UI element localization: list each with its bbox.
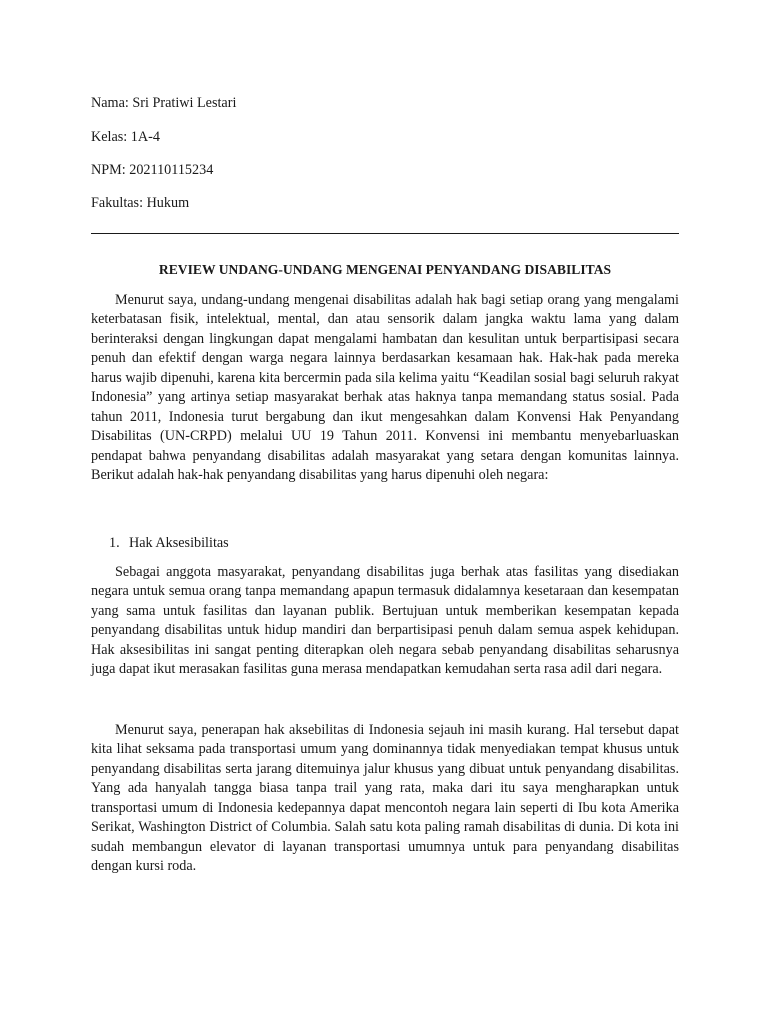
student-class: Kelas: 1A-4 (91, 129, 160, 145)
aksesibilitas-paragraph-1: Sebagai anggota masyarakat, penyandang disabilitas juga berhak atas fasilitas yang disediakan negara untuk semua orang tanpa memandang apapun termasuk didalamnya kesetaraan dan kesempatan yang sama untuk fasilitas dan layanan publik. Bertujuan untuk memberikan kesempatan kepada penyandang disabilitas untuk hidup mandiri dan berpartisipasi penuh dalam semua aspek kehidupan. Hak aksesibilitas ini sangat penting diterapkan oleh negara sebab penyandang disabilitas seharusnya juga dapat ikut merasakan fasilitas guna merasa mendapatkan kemudahan serta rasa adil dari negara. (91, 564, 679, 678)
header-divider (91, 233, 679, 234)
list-item-label: Hak Aksesibilitas (129, 535, 229, 551)
document-page (91, 0, 679, 1024)
student-name: Nama: Sri Pratiwi Lestari (91, 95, 237, 111)
document-title: REVIEW UNDANG-UNDANG MENGENAI PENYANDANG DISABILITAS (158, 262, 612, 277)
list-item-aksesibilitas (109, 533, 229, 553)
list-item-number: 1. (109, 535, 120, 551)
intro-paragraph: Menurut saya, undang-undang mengenai disabilitas adalah hak bagi setiap orang yang mengalami keterbatasan fisik, intelektual, mental, dan atau sensorik dalam jangka waktu lama yang dalam berinteraksi dengan lingkungan dapat mengalami hambatan dan kesulitan untuk berpartisipasi secara penuh dan efektif dengan warga negara lainnya berdasarkan kesamaan hak. Hak-hak pada mereka harus wajib dipenuhi, karena kita bercermin pada sila kelima yaitu “Keadilan sosial bagi seluruh rakyat Indonesia” yang artinya setiap masyarakat berhak atas haknya tanpa memandang status sosial. Pada tahun 2011, Indonesia turut bergabung dan ikut mengesahkan dalam Konvensi Hak Penyandang Disabilitas (UN-CRPD) melalui UU 19 Tahun 2011. Konvensi ini membantu menyebarluaskan pendapat bahwa penyandang disabilitas adalah masyarakat yang setara dengan komunitas lainnya. Berikut adalah hak-hak penyandang disabilitas yang harus dipenuhi oleh negara: (91, 292, 679, 484)
student-npm: NPM: 202110115234 (91, 162, 214, 178)
aksesibilitas-paragraph-2: Menurut saya, penerapan hak aksebilitas di Indonesia sejauh ini masih kurang. Hal tersebut dapat kita lihat seksama pada transportasi umum yang dominannya tidak menyediakan tempat khusus untuk penyandang disabilitas serta jarang ditemuinya jalur khusus yang dibuat untuk penyandang disabilitas. Yang ada hanyalah tangga biasa tanpa trail yang rata, maka dari itu saya mengharapkan untuk transportasi umum di Indonesia kedepannya dapat mencontoh negara lain seperti di Ibu kota Amerika Serikat, Washington District of Columbia. Salah satu kota paling ramah disabilitas di dunia. Di kota ini sudah membangun elevator di layanan transportasi umumnya untuk para penyandang disabilitas dengan kursi roda. (91, 722, 679, 875)
student-faculty: Fakultas: Hukum (91, 195, 190, 211)
